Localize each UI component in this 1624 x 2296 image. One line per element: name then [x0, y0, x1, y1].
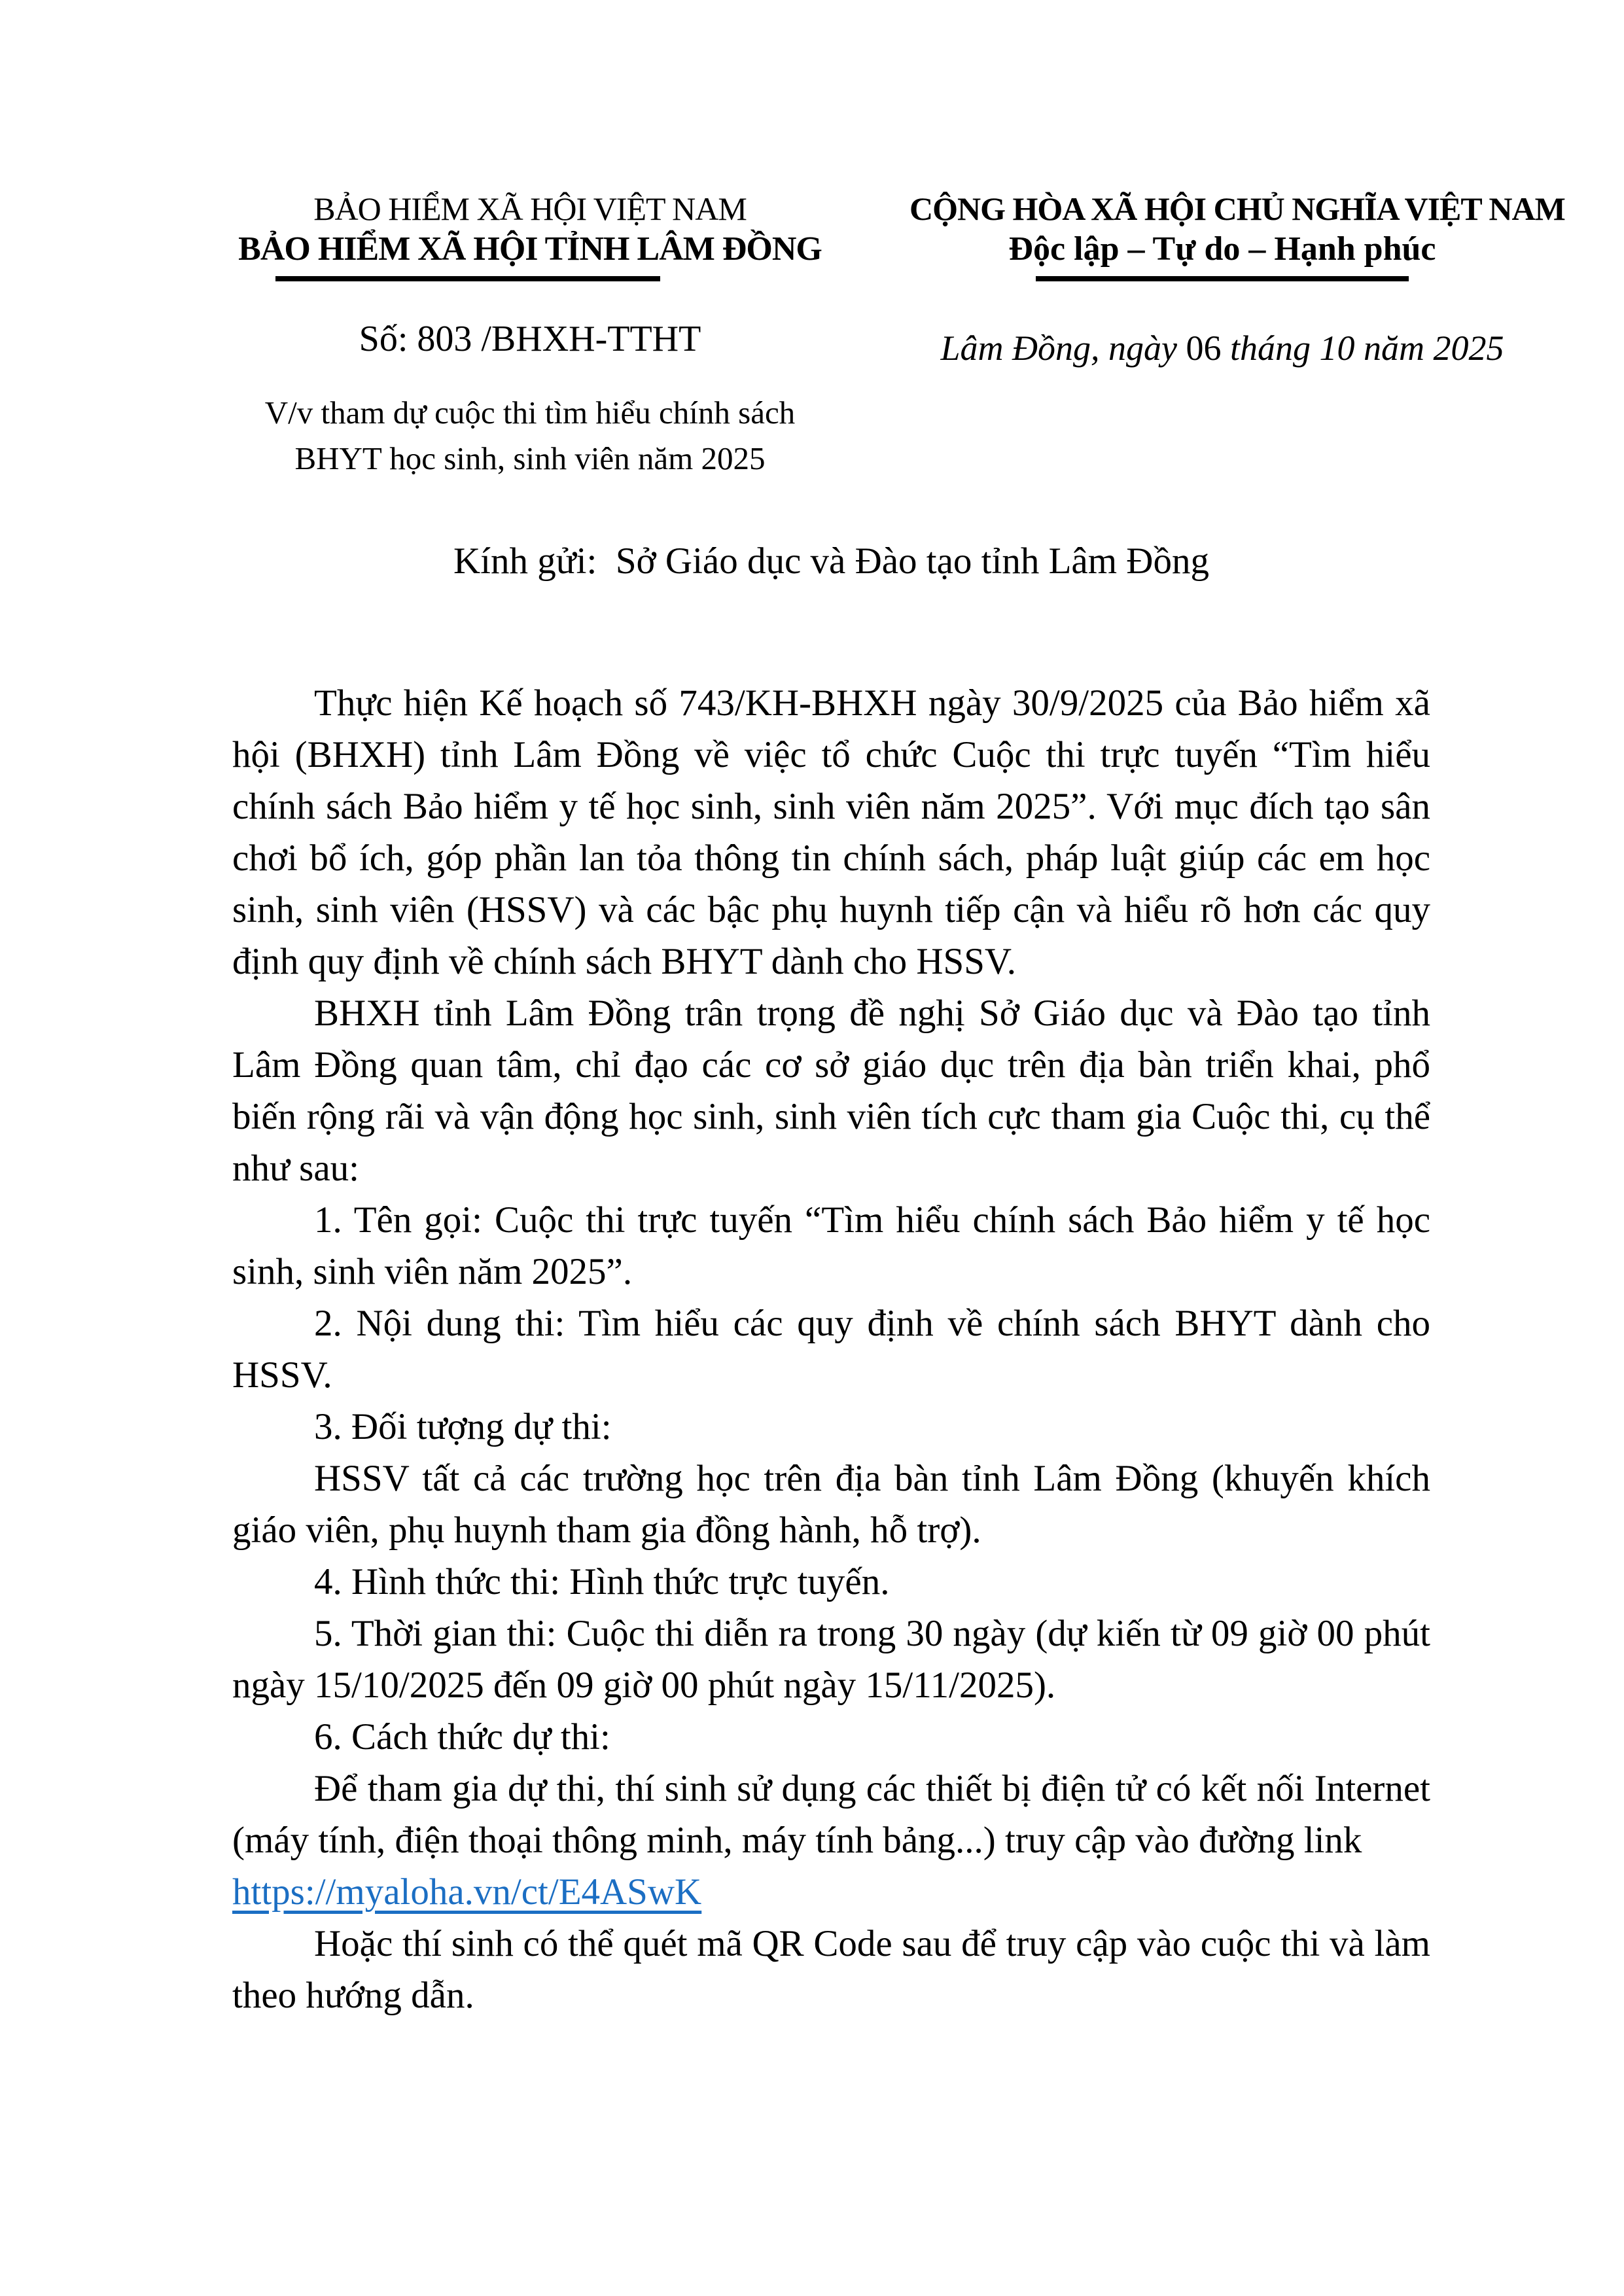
date-prefix: Lâm Đồng, ngày — [940, 328, 1186, 368]
document-body — [232, 677, 1430, 2021]
place-date-line — [909, 327, 1535, 369]
agency-underline-rule — [275, 276, 660, 281]
issuing-agency-name: BẢO HIỂM XÃ HỘI TỈNH LÂM ĐỒNG — [238, 230, 822, 268]
parent-agency-name: BẢO HIỂM XÃ HỘI VIỆT NAM — [313, 190, 747, 227]
salutation-line: Kính gửi: Sở Giáo dục và Đào tạo tỉnh Lâm Đồng — [453, 540, 1209, 582]
document-number: Số: 803 /BHXH-TTHT — [359, 319, 701, 359]
paragraph-item-6-method-heading: 6. Cách thức dự thi: — [314, 1716, 610, 1757]
paragraph-item-3-participants-heading: 3. Đối tượng dự thi: — [314, 1406, 612, 1447]
document-subject-line2: BHYT học sinh, sinh viên năm 2025 — [294, 440, 766, 476]
paragraph-request: BHXH tỉnh Lâm Đồng trân trọng đề nghị Sở Giáo dục và Đào tạo tỉnh Lâm Đồng quan tâm, chỉ đạo các cơ sở giáo dục trên địa bàn triển khai, phổ biến rộng rãi và vận động học sinh, sinh viên tích cực tham gia Cuộc thi, cụ thể như sau: — [232, 993, 1430, 1189]
document-subject — [232, 390, 828, 482]
contest-url-link[interactable]: https://myaloha.vn/ct/E4ASwK — [232, 1871, 702, 1913]
motto-underline-rule — [1036, 276, 1409, 281]
paragraph-item-1-name: 1. Tên gọi: Cuộc thi trực tuyến “Tìm hiểu chính sách Bảo hiểm y tế học sinh, sinh viên năm 2025”. — [232, 1199, 1430, 1292]
issuing-agency-block — [232, 190, 828, 482]
paragraph-item-2-content: 2. Nội dung thi: Tìm hiểu các quy định về chính sách BHYT dành cho HSSV. — [232, 1303, 1430, 1396]
national-header-block — [909, 190, 1565, 369]
date-suffix: tháng 10 năm 2025 — [1221, 328, 1504, 368]
paragraph-item-4-format: 4. Hình thức thi: Hình thức trực tuyến. — [314, 1561, 890, 1602]
paragraph-intro: Thực hiện Kế hoạch số 743/KH-BHXH ngày 30/9/2025 của Bảo hiểm xã hội (BHXH) tỉnh Lâm Đồng về việc tổ chức Cuộc thi trực tuyến “Tìm hiểu chính sách Bảo hiểm y tế học sinh, sinh viên năm 2025”. Với mục đích tạo sân chơi bổ ích, góp phần lan tỏa thông tin chính sách, pháp luật giúp các em học sinh, sinh viên (HSSV) và các bậc phụ huynh tiếp cận và hiểu rõ hơn các quy định quy định về chính sách BHYT dành cho HSSV. — [232, 682, 1430, 982]
paragraph-item-3-participants-detail: HSSV tất cả các trường học trên địa bàn tỉnh Lâm Đồng (khuyến khích giáo viên, phụ huynh tham gia đồng hành, hỗ trợ). — [232, 1458, 1430, 1551]
date-day: 06 — [1186, 328, 1222, 368]
paragraph-item-5-schedule: 5. Thời gian thi: Cuộc thi diễn ra trong 30 ngày (dự kiến từ 09 giờ 00 phút ngày 15/10/2025 đến 09 giờ 00 phút ngày 15/11/2025). — [232, 1613, 1430, 1706]
paragraph-qr-note: Hoặc thí sinh có thể quét mã QR Code sau để truy cập vào cuộc thi và làm theo hướng dẫn. — [232, 1923, 1430, 2016]
paragraph-item-6-method-detail: Để tham gia dự thi, thí sinh sử dụng các thiết bị điện tử có kết nối Internet (máy tính, điện thoại thông minh, máy tính bảng...) truy cập vào đường link — [232, 1768, 1430, 1861]
national-motto: Độc lập – Tự do – Hạnh phúc — [1008, 230, 1436, 268]
national-title: CỘNG HÒA XÃ HỘI CHỦ NGHĨA VIỆT NAM — [909, 190, 1565, 227]
document-subject-line1: V/v tham dự cuộc thi tìm hiểu chính sách — [264, 395, 796, 431]
